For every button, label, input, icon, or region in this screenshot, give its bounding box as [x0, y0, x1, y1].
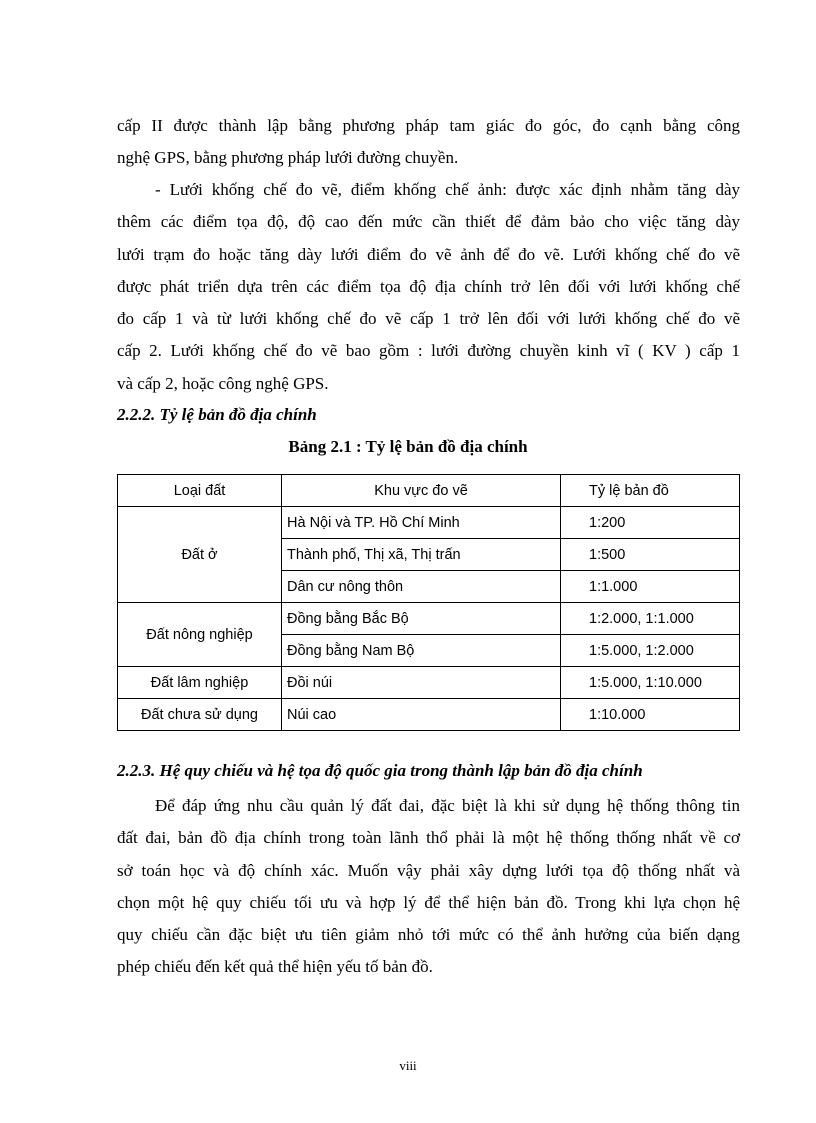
table-row — [118, 699, 740, 731]
paragraph-line: đo cấp 1 và từ lưới khống chế đo vẽ cấp 1 trở lên đối với lưới khống chế đo vẽ — [117, 309, 740, 329]
paragraph-line: đất đai, bản đồ địa chính trong toàn lãnh thổ phải là một hệ thống thống nhất về cơ — [117, 828, 740, 848]
land-type-cell: Đất ở — [118, 507, 282, 603]
table-caption: Bảng 2.1 : Tỷ lệ bản đồ địa chính — [288, 437, 528, 456]
map-scale-cell: 1:10.000 — [561, 699, 740, 731]
paragraph-line: thêm các điểm tọa độ, độ cao đến mức cần thiết để đảm bảo cho việc tăng dày — [117, 212, 740, 232]
paragraph-line: chọn một hệ quy chiếu tối ưu và hợp lý để thể hiện bản đồ. Trong khi lựa chọn hệ — [117, 892, 740, 912]
map-scale-cell: 1:2.000, 1:1.000 — [561, 603, 740, 635]
map-scale-cell: 1:5.000, 1:2.000 — [561, 635, 740, 667]
table-row — [118, 667, 740, 699]
survey-area-cell: Thành phố, Thị xã, Thị trấn — [282, 539, 561, 571]
survey-control-paragraph — [117, 174, 740, 400]
header-map-scale: Tỷ lệ bản đồ — [561, 475, 740, 507]
land-type-cell: Đất lâm nghiệp — [118, 667, 282, 699]
table-row — [118, 507, 740, 539]
table-row — [118, 603, 740, 635]
survey-area-cell: Đồi núi — [282, 667, 561, 699]
paragraph-line: Để đáp ứng nhu cầu quản lý đất đai, đặc biệt là khi sử dụng hệ thống thông tin — [155, 796, 740, 815]
header-survey-area: Khu vực đo vẽ — [282, 475, 561, 507]
reference-system-paragraph — [117, 790, 740, 984]
map-scale-cell: 1:1.000 — [561, 571, 740, 603]
map-scale-cell: 1:500 — [561, 539, 740, 571]
header-land-type: Loại đất — [118, 475, 282, 507]
paragraph-line: quy chiếu cần đặc biệt ưu tiên giảm nhỏ tới mức có thể ảnh hưởng của biến dạng — [117, 925, 740, 945]
survey-area-cell: Đồng bằng Nam Bộ — [282, 635, 561, 667]
paragraph-line: - Lưới khống chế đo vẽ, điểm khống chế ảnh: được xác định nhằm tăng dày — [155, 180, 740, 199]
paragraph-line: và cấp 2, hoặc công nghệ GPS. — [117, 373, 329, 393]
survey-area-cell: Hà Nội và TP. Hồ Chí Minh — [282, 507, 561, 539]
paragraph-line: nghệ GPS, bằng phương pháp lưới đường chuyền. — [117, 148, 459, 168]
paragraph-line: sở toán học và độ chính xác. Muốn vậy phải xây dựng lưới tọa độ thống nhất và — [117, 860, 740, 880]
table-header-row — [118, 475, 740, 507]
survey-area-cell: Dân cư nông thôn — [282, 571, 561, 603]
map-scale-cell: 1:5.000, 1:10.000 — [561, 667, 740, 699]
paragraph-line: cấp II được thành lập bằng phương pháp tam giác đo góc, đo cạnh bằng công — [117, 116, 740, 135]
survey-area-cell: Núi cao — [282, 699, 561, 731]
map-scale-cell: 1:200 — [561, 507, 740, 539]
land-type-cell: Đất nông nghiệp — [118, 603, 282, 667]
intro-paragraph — [117, 110, 740, 175]
paragraph-line: cấp 2. Lưới khống chế đo vẽ bao gồm : lưới đường chuyền kinh vĩ ( KV ) cấp 1 — [117, 341, 740, 361]
page-number: viii — [399, 1058, 417, 1073]
map-scale-table — [117, 474, 740, 731]
section-heading-222: 2.2.2. Tỷ lệ bản đồ địa chính — [117, 405, 317, 424]
section-heading-223: 2.2.3. Hệ quy chiếu và hệ tọa độ quốc gia trong thành lập bản đồ địa chính — [117, 761, 643, 780]
paragraph-line: phép chiếu đến kết quả thể hiện yếu tố bản đồ. — [117, 957, 433, 977]
paragraph-line: lưới trạm đo hoặc tăng dày lưới điểm đo vẽ ảnh để đo vẽ. Lưới khống chế đo vẽ — [117, 244, 740, 264]
paragraph-line: được phát triển dựa trên các điểm tọa độ địa chính trở lên đối với lưới khống chế — [117, 276, 740, 296]
land-type-cell: Đất chưa sử dụng — [118, 699, 282, 731]
survey-area-cell: Đồng bằng Bắc Bộ — [282, 603, 561, 635]
